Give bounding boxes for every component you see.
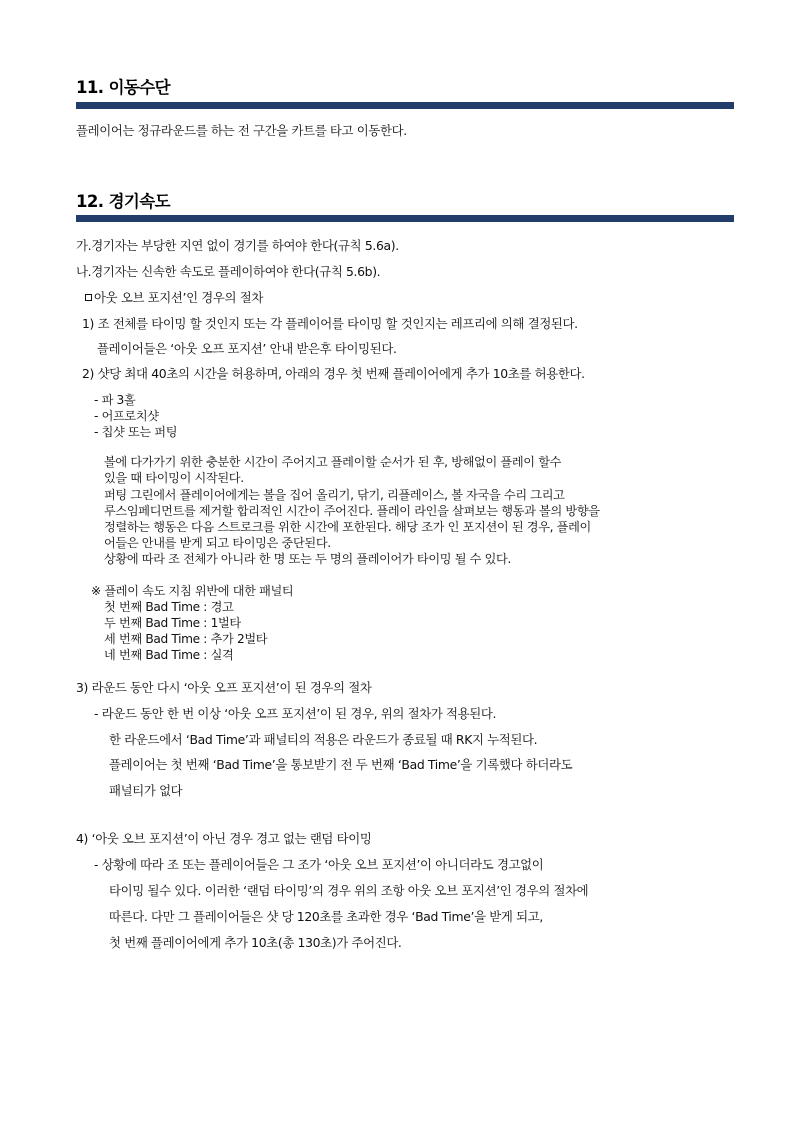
penalty-item: 첫 번째 Bad Time : 경고 xyxy=(104,600,234,614)
penalty-heading: ※ 플레이 속도 지침 위반에 대한 패널티 xyxy=(91,584,294,598)
case-item: - 파 3홀 xyxy=(94,393,136,407)
item-4-line: - 상황에 따라 조 또는 플레이어들은 그 조가 ‘아웃 오브 포지션’이 아니더라도 경고없이 xyxy=(94,857,544,872)
item-4-line: 타이밍 될수 있다. 이러한 ‘랜덤 타이밍’의 경우 위의 조항 아웃 오브 포지션’인 경우의 절차에 xyxy=(109,883,589,898)
para-line: 볼에 다가가기 위한 충분한 시간이 주어지고 플레이할 순서가 된 후, 방해없이 플레이 할수 xyxy=(104,455,562,469)
penalty-item: 세 번째 Bad Time : 추가 2벌타 xyxy=(104,632,268,646)
rule-na: 나.경기자는 신속한 속도로 플레이하여야 한다(규칙 5.6b). xyxy=(76,264,381,279)
para-line: 퍼팅 그린에서 플레이어에게는 볼을 집어 올리기, 닦기, 리플레이스, 볼 자국을 수리 그리고 xyxy=(104,488,565,502)
case-item: - 칩샷 또는 퍼팅 xyxy=(94,425,178,439)
penalty-item: 네 번째 Bad Time : 실격 xyxy=(104,648,234,662)
penalty-item: 두 번째 Bad Time : 1벌타 xyxy=(104,616,241,630)
item-3-line: 패널티가 없다 xyxy=(109,783,183,798)
item-4: 4) ‘아웃 오브 포지션’이 아닌 경우 경고 없는 랜덤 타이밍 xyxy=(76,831,372,846)
item-2: 2) 샷당 최대 40초의 시간을 허용하며, 아래의 경우 첫 번째 플레이어에게 추가 10초를 허용한다. xyxy=(82,366,585,381)
section-11-rule xyxy=(76,102,734,109)
item-1-line-a: 1) 조 전체를 타이밍 할 것인지 또는 각 플레이어를 타이밍 할 것인지는 레프리에 의해 결정된다. xyxy=(82,316,578,331)
item-4-line: 따른다. 다만 그 플레이어들은 샷 당 120초를 초과한 경우 ‘Bad Time’을 받게 되고, xyxy=(109,909,543,924)
section-12-title: 12. 경기속도 xyxy=(76,192,170,211)
item-1-line-b: 플레이어들은 ‘아웃 오프 포지션’ 안내 받은후 타이밍된다. xyxy=(97,341,397,356)
para-line: 있을 때 타이밍이 시작된다. xyxy=(104,471,244,485)
case-item: - 어프로치샷 xyxy=(94,409,159,423)
item-3-line: 플레이어는 첫 번째 ‘Bad Time’을 통보받기 전 두 번째 ‘Bad Time’을 기록했다 하더라도 xyxy=(109,757,573,772)
para-line: 루스임페디먼트를 제거할 합리적인 시간이 주어진다. 플레이 라인을 살펴보는 행동과 볼의 방향을 xyxy=(104,504,600,518)
oop-heading-text: 아웃 오브 포지션’인 경우의 절차 xyxy=(94,290,263,305)
oop-heading xyxy=(85,288,263,306)
section-11-title: 11. 이동수단 xyxy=(76,78,170,97)
para-line: 어들은 안내를 받게 되고 타이밍은 중단된다. xyxy=(104,536,331,550)
item-4-line: 첫 번째 플레이어에게 추가 10초(총 130초)가 주어진다. xyxy=(109,935,402,950)
item-3-line: 한 라운드에서 ‘Bad Time’과 패널티의 적용은 라운드가 종료될 때 RK지 누적된다. xyxy=(109,732,538,747)
item-3: 3) 라운드 동안 다시 ‘아웃 오프 포지션’이 된 경우의 절차 xyxy=(76,680,372,695)
item-3-line: - 라운드 동안 한 번 이상 ‘아웃 오프 포지션’이 된 경우, 위의 절차가 적용된다. xyxy=(94,706,497,721)
section-12-rule xyxy=(76,215,734,222)
section-11-text: 플레이어는 정규라운드를 하는 전 구간을 카트를 타고 이동한다. xyxy=(76,123,407,138)
rule-ga: 가.경기자는 부당한 지연 없이 경기를 하여야 한다(규칙 5.6a). xyxy=(76,238,399,253)
checkbox-bullet-icon xyxy=(85,294,92,301)
para-line: 상황에 따라 조 전체가 아니라 한 명 또는 두 명의 플레이어가 타이밍 될 수 있다. xyxy=(104,552,511,566)
para-line: 정렬하는 행동은 다음 스트로크를 위한 시간에 포한된다. 해당 조가 인 포지션이 된 경우, 플레이 xyxy=(104,520,591,534)
